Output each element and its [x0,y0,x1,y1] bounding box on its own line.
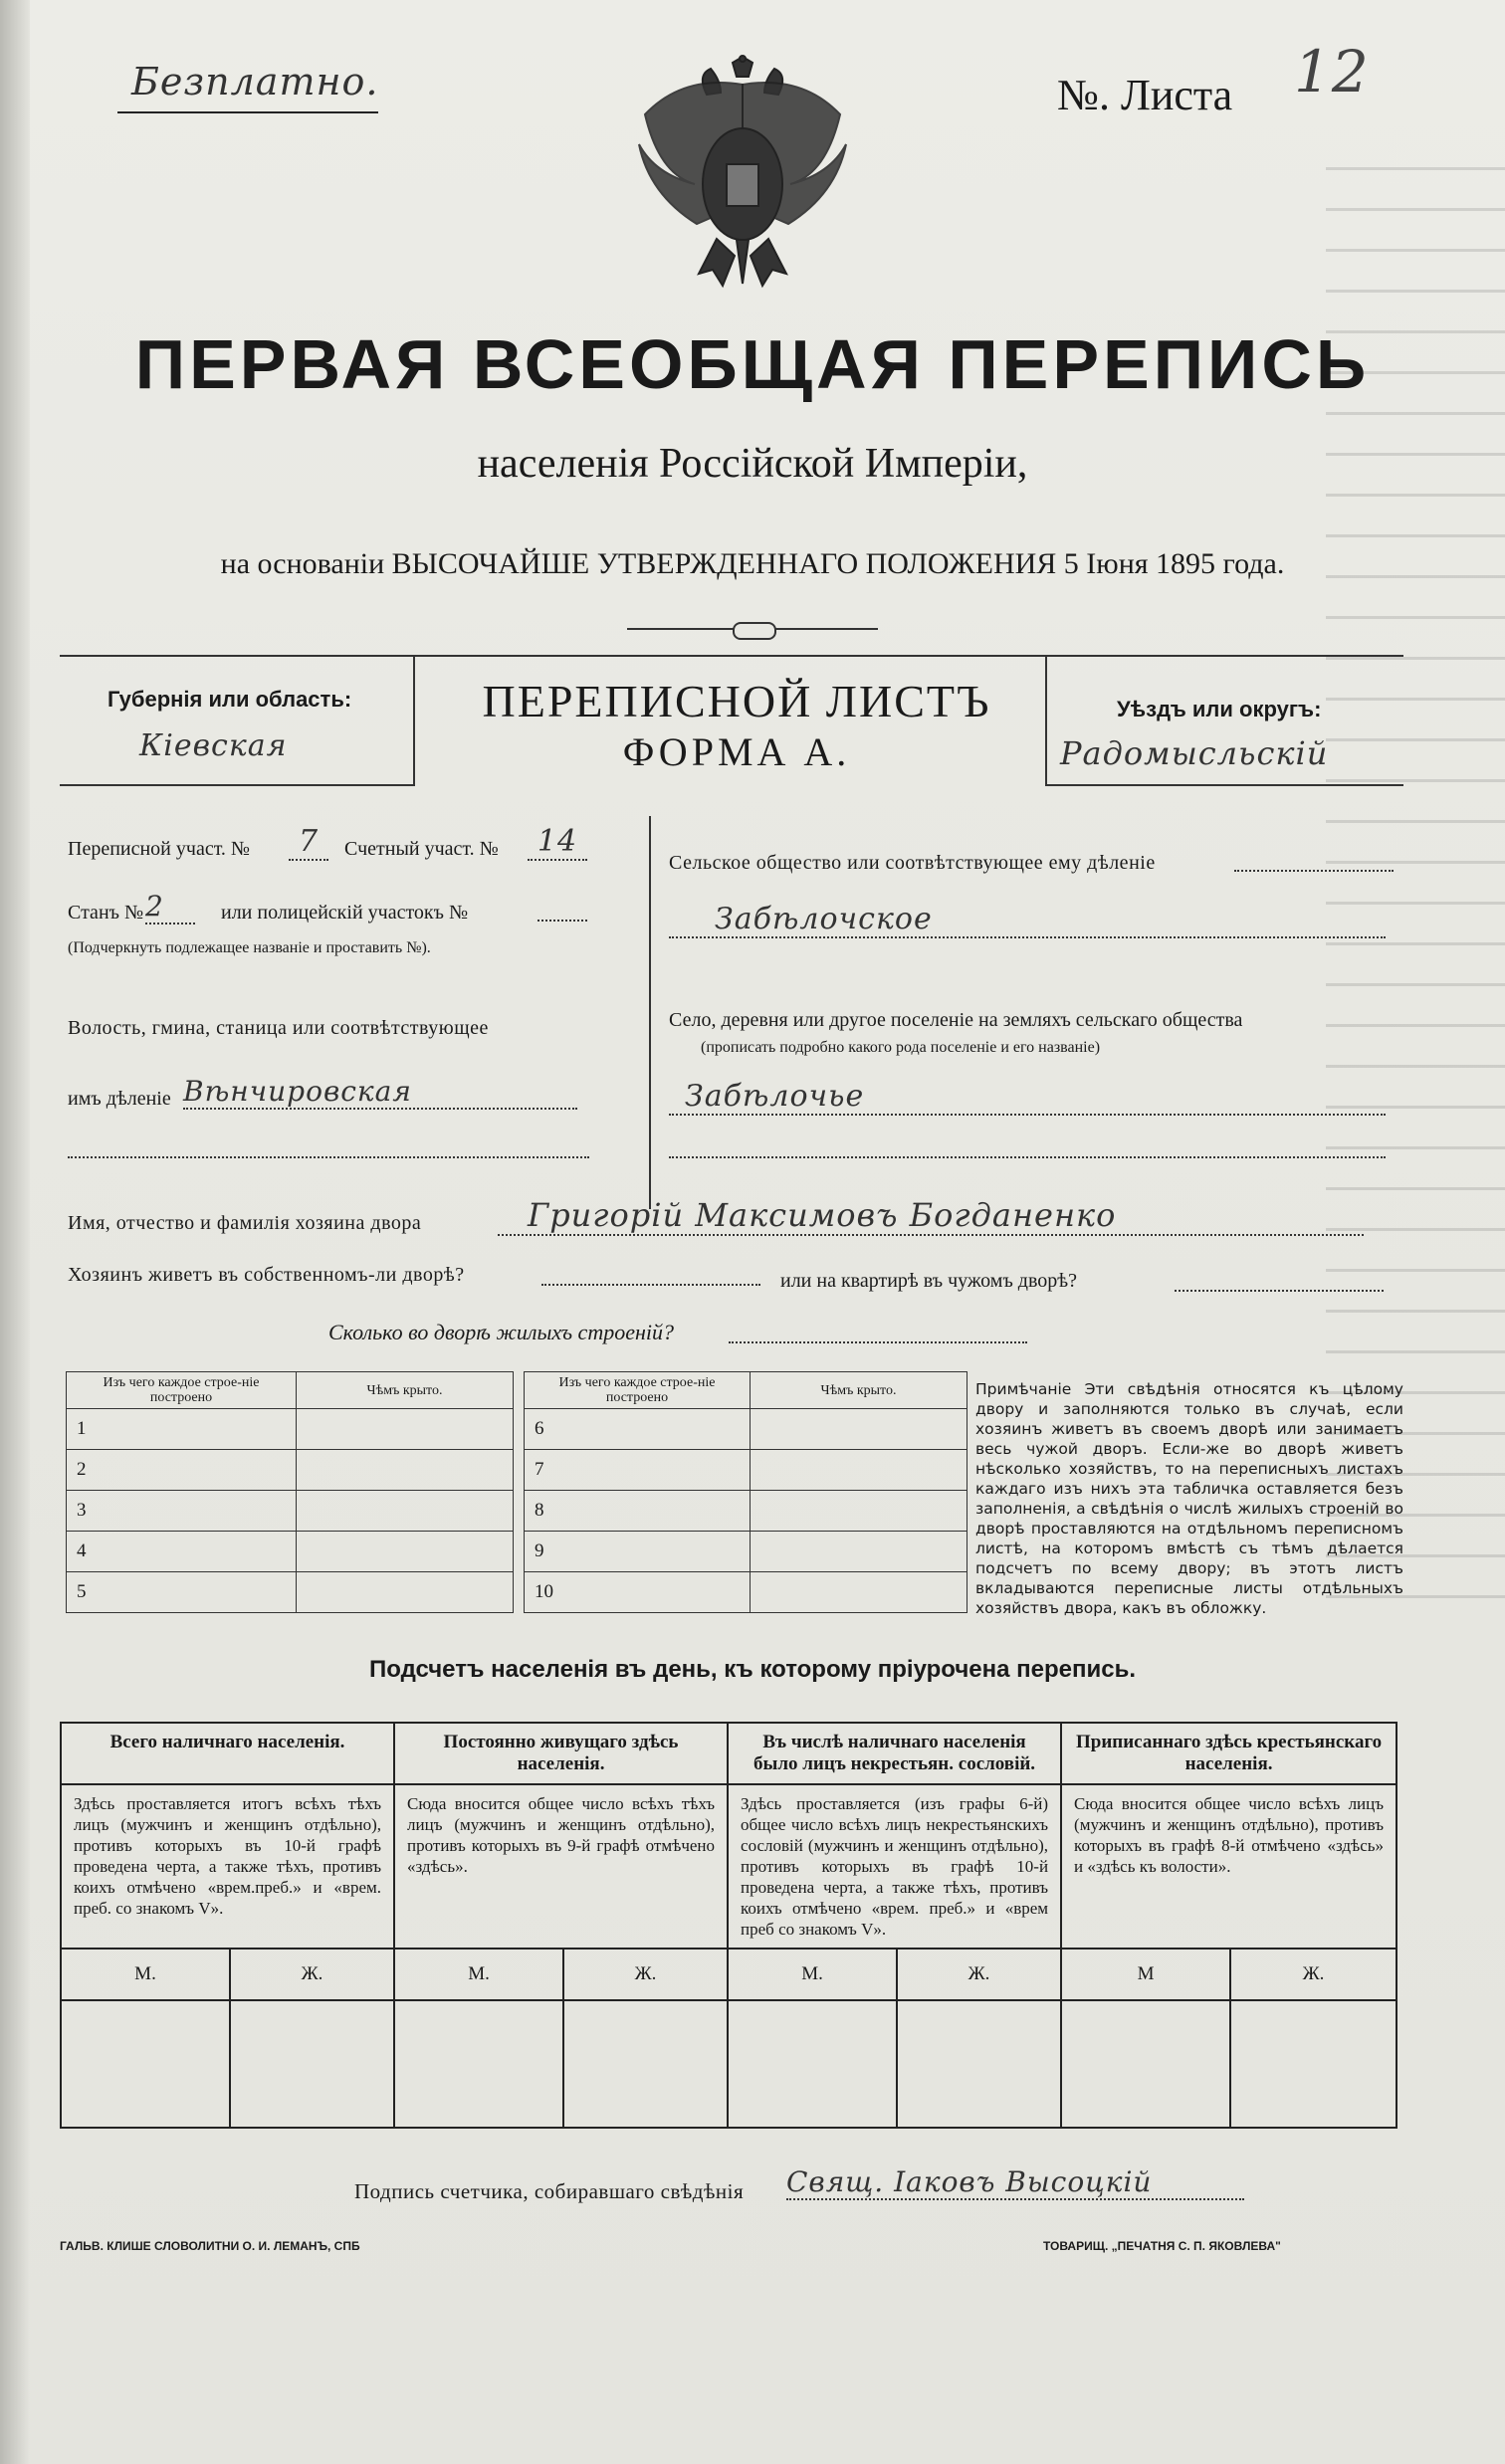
free-label: Безплатно. [131,60,379,103]
buildings-table-left [66,1371,514,1613]
police-label: или полицейскій участокъ № [221,902,469,924]
form-title: ПЕРЕПИСНОЙ ЛИСТЪ [482,676,991,726]
permanent-residents-desc: Сюда вносится общее число всѣхъ тѣхъ лицъ (мужчинъ и женщинъ отдѣльно), противъ которыхъ въ 9-й графѣ отмѣчено «здѣсь». [394,1784,728,1949]
counting-section-value: 14 [528,824,587,861]
district-label: Уѣздъ или округъ: [1117,697,1322,721]
table-row: 5 [67,1572,514,1613]
printer-right: ТОВАРИЩ. „ПЕЧАТНЯ С. П. ЯКОВЛЕВА" [1043,2239,1281,2253]
own-yard-label: Хозяинъ живетъ въ собственномъ-ли дворѣ? [68,1264,465,1286]
col-built-header: Изъ чего каждое строе-ніе построено [525,1372,751,1409]
population-heading: Подсчетъ населенія въ день, къ которому пріурочена перепись. [369,1656,1136,1683]
table-row: 7 [525,1450,968,1491]
owner-label: Имя, отчество и фамилія хозяина двора [68,1212,422,1234]
female-header: Ж. [1230,1949,1397,2000]
volost-value: Вѣнчировская [183,1075,577,1110]
society-value: Забѣлочское [669,902,1386,938]
female-header: Ж. [897,1949,1061,2000]
non-peasant-desc: Здѣсь проставляется (изъ графы 6-й) общее число всѣхъ лицъ некрестьянскихъ сословій (мужчинъ и женщинъ отдѣльно), противъ которыхъ въ графѣ 10-й проведена черта, а также тѣхъ, противъ коихъ отмѣчено «врем. преб.» и «врем преб со знакомъ V». [728,1784,1061,1949]
ornament-divider [627,622,878,636]
non-peasant-header: Въ числѣ наличнаго населенія было лицъ некрестьян. сословій. [728,1723,1061,1784]
sheet-number-value: 12 [1294,38,1370,105]
table-row: 8 [525,1491,968,1532]
stan-value: 2 [145,890,195,924]
census-section-value: 7 [289,824,328,861]
province-label: Губернія или область: [108,687,352,712]
rent-label: или на квартирѣ въ чужомъ дворѣ? [780,1270,1078,1292]
signature-value: Свящ. Іаковъ Высоцкій [786,2165,1244,2200]
double-headed-eagle-emblem [637,55,848,294]
stan-note: (Подчеркнуть подлежащее названіе и проставить №). [68,939,431,956]
village-label: Село, деревня или другое поселеніе на земляхъ сельскаго общества [669,1009,1243,1031]
district-value: Радомысльскій [1060,734,1329,772]
census-subtitle: населенія Россійской Имперіи, [477,441,1028,487]
society-label: Сельское общество или соотвѣтствующее ему дѣленіе [669,852,1156,874]
col-built-header: Изъ чего каждое строе-ніе построено [67,1372,297,1409]
male-header: М [1061,1949,1230,2000]
form-subtitle: ФОРМА А. [622,729,851,774]
col-roof-header: Чѣмъ крыто. [297,1372,514,1409]
volost-label-2: имъ дѣленіе [68,1088,171,1110]
table-row: 3 [67,1491,514,1532]
village-value: Забѣлочье [669,1079,1386,1116]
owner-value: Григорій Максимовъ Богданенко [498,1196,1364,1236]
table-row: 1 [67,1409,514,1450]
printer-left: ГАЛЬВ. КЛИШЕ СЛОВОЛИТНИ О. И. ЛЕМАНЪ, СПБ [60,2239,360,2253]
table-row: 9 [525,1532,968,1572]
male-header: М. [728,1949,897,2000]
census-title: ПЕРВАЯ ВСЕОБЩАЯ ПЕРЕПИСЬ [134,325,1371,403]
buildings-label: Сколько во дворѣ жилыхъ строеній? [328,1320,674,1344]
counting-section-label: Счетный участ. № [344,838,499,860]
population-table [60,1722,1398,2129]
signature-label: Подпись счетчика, собиравшаго свѣдѣнія [354,2179,745,2203]
registered-peasant-desc: Сюда вносится общее число всѣхъ лицъ (мужчинъ и женщинъ отдѣльно), противъ которыхъ въ графѣ 8-й отмѣчено «здѣсь» и «здѣсь къ волости». [1061,1784,1397,1949]
buildings-note: Примѣчаніе Эти свѣдѣнія относятся къ цѣлому двору и заполняются только въ случаѣ, если хозяинъ живетъ въ своемъ дворѣ или занимаетъ весь чужой дворъ. Если-же во дворѣ живетъ нѣсколько хозяйствъ, то на переписныхъ листахъ каждаго изъ нихъ эта табличка оставляется безъ заполненія, а свѣдѣнія о числѣ жилыхъ строеній во дворѣ проставляются на отдѣльномъ переписномъ листѣ, на которомъ вмѣстѣ съ тѣмъ дѣлается подсчетъ по всему двору; въ этотъ листъ вкладываются переписные листы отдѣльныхъ хозяйствъ двора, какъ въ обложку. [975,1380,1403,1617]
female-header: Ж. [563,1949,728,2000]
male-header: М. [394,1949,563,2000]
male-header: М. [61,1949,230,2000]
table-row: 4 [67,1532,514,1572]
table-row: 10 [525,1572,968,1613]
census-section-label: Переписной участ. № [68,838,251,860]
registered-peasant-header: Приписаннаго здѣсь крестьянскаго населенія. [1061,1723,1397,1784]
population-values-row [61,2000,1397,2128]
stan-label: Станъ № [68,902,144,924]
col-roof-header: Чѣмъ крыто. [751,1372,968,1409]
sheet-number-label: №. Листа [1057,71,1233,119]
permanent-residents-header: Постоянно живущаго здѣсь населенія. [394,1723,728,1784]
total-present-header: Всего наличнаго населенія. [61,1723,394,1784]
volost-label: Волость, гмина, станица или соотвѣтствующее [68,1017,489,1039]
form-header-box [60,655,1403,786]
buildings-table-right [524,1371,968,1613]
table-row: 2 [67,1450,514,1491]
province-value: Кіевская [139,728,288,763]
legal-basis: на основаніи ВЫСОЧАЙШЕ УТВЕРЖДЕННАГО ПОЛОЖЕНИЯ 5 Іюня 1895 года. [220,547,1285,580]
table-row: 6 [525,1409,968,1450]
female-header: Ж. [230,1949,394,2000]
total-present-desc: Здѣсь проставляется итогъ всѣхъ тѣхъ лицъ (мужчинъ и женщинъ отдѣльно), противъ которыхъ въ 10-й графѣ проведена черта, а также тѣхъ, противъ коихъ отмѣчено «врем.преб.» и «врем. преб. со знакомъ V». [61,1784,394,1949]
village-note: (прописать подробно какого рода поселеніе и его названіе) [701,1039,1101,1056]
